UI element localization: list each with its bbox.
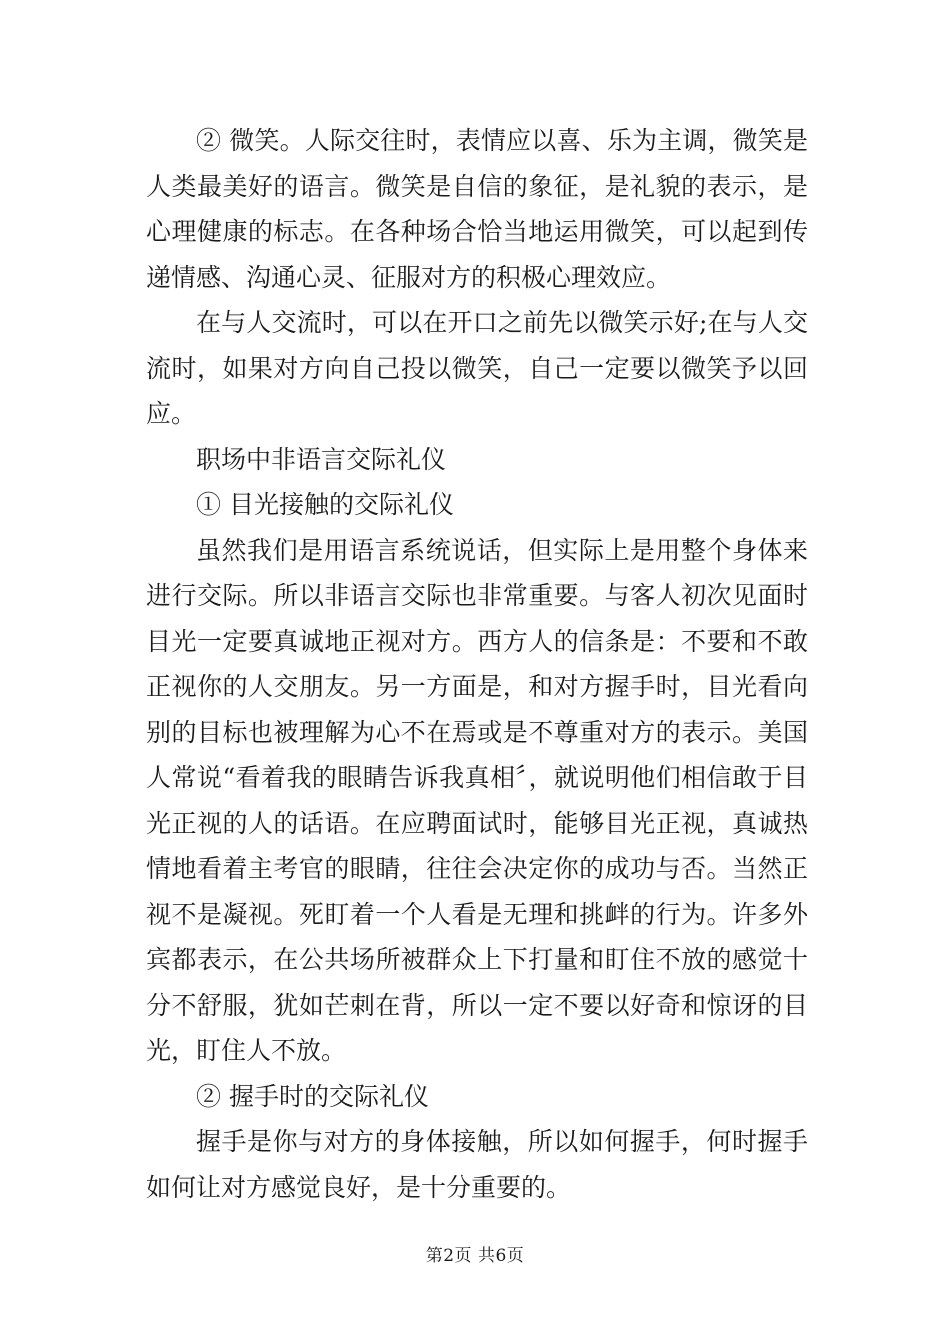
paragraph-smile-intro: ② 微笑。人际交往时，表情应以喜、乐为主调，微笑是人类最美好的语言。微笑是自信的象征，是礼貌的表示，是心理健康的标志。在各种场合恰当地运用微笑，可以起到传递情感、沟通心灵、征服对方的积极心理效应。	[146, 126, 808, 292]
document-page	[146, 118, 808, 1210]
paragraph-handshake: 握手是你与对方的身体接触，所以如何握手，何时握手如何让对方感觉良好，是十分重要的。	[146, 1127, 808, 1202]
subsection-title-eye-contact: ① 目光接触的交际礼仪	[196, 490, 454, 519]
section-title: 职场中非语言交际礼仪	[196, 444, 447, 474]
subsection-title-handshake: ② 握手时的交际礼仪	[196, 1081, 429, 1111]
page-number-footer: 第2页 共6页	[425, 1246, 525, 1266]
paragraph-eye-contact: 虽然我们是用语言系统说话，但实际上是用整个身体来进行交际。所以非语言交际也非常重要。与客人初次见面时目光一定要真诚地正视对方。西方人的信条是：不要和不敢正视你的人交朋友。另一方面是，和对方握手时，目光看向别的目标也被理解为心不在焉或是不尊重对方的表示。美国人常说“看着我的眼睛告诉我真相〞，就说明他们相信敢于目光正视的人的话语。在应聘面试时，能够目光正视，真诚热情地看着主考官的眼睛，往往会决定你的成功与否。当然正视不是凝视。死盯着一个人看是无理和挑衅的行为。许多外宾都表示，在公共场所被群众上下打量和盯住不放的感觉十分不舒服，犹如芒刺在背，所以一定不要以好奇和惊讶的目光，盯住人不放。	[146, 535, 808, 1065]
paragraph-smile-usage: 在与人交流时，可以在开口之前先以微笑示好;在与人交流时，如果对方向自己投以微笑，自己一定要以微笑予以回应。	[146, 308, 808, 428]
